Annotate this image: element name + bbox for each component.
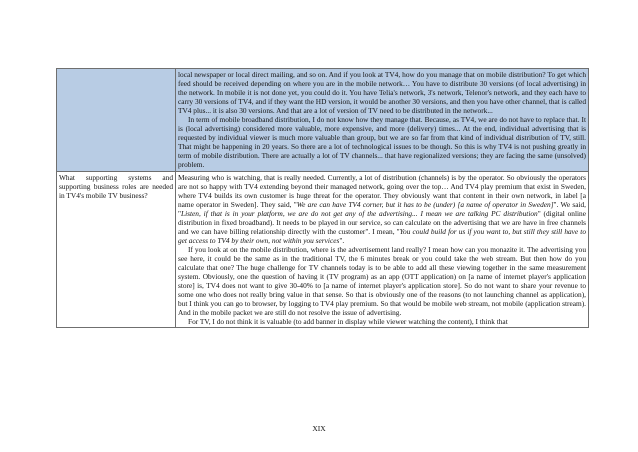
answer-paragraph: local newspaper or local direct mailing, and so on. And if you look at TV4, how do you manage that on mobile distribution? To get which feed should be received depending on where you are in the mobile network… You have to distribute 30 versions (of local advertising) in the network. In mobile it is not done yet, you could do it. You have Telia's network, 3's network, Telenor's network, and they each have to carry 30 versions of TV4, and if they want the HD version, it would be another 30 versions, and then you have other channel, that is called TV4 plus... it is also 30 versions. And that are a lot of version of TV need to be distributed in the network...: [178, 70, 586, 116]
answer-paragraph: If you look at on the mobile distribution, where is the advertisement land really? I mean how can you monazite it. The advertising you see here, it could be the same as in the traditional TV, the 6 minutes break or you could take the web stream. But then how do you calculate that one? The huge challenge for TV channels today is to be able to add all these viewing together in the same measurement system. Obviously, one the question of having it (TV program) as an app (OTT application) on [a name of internet player's application store] is, TV4 does not want to give 30-40% to [a name of internet player's application store]. So do not want to share your revenue to some one who does not really bring value in that sense. So that is obviously one of the reasons (to not launching channel as application), but I think you can go to browser, by logging to TV4 play premium. So that would be mobile web stream, not mobile (application stream). And in the mobile packet we are still do not resolve the issue of advertising.: [178, 244, 586, 318]
answer-paragraph: [178, 173, 586, 245]
question-cell: [57, 69, 176, 172]
answer-text: " (digital online distribution in fixed broadband). It needs to be played in our service, so can calculate on the advertising that we are have in free channels and we can have billing relationship directly with the customer". I mean, ": [178, 208, 586, 236]
answer-paragraph: For TV, I do not think it is valuable (to add banner in display while viewer watching the content), I think that: [188, 317, 508, 327]
answer-text: ". We said, ": [178, 199, 587, 218]
answer-cell: [176, 171, 589, 328]
answer-cell: [176, 69, 589, 172]
answer-text: Measuring who is watching, that is really needed. Currently, a lot of distribution (channels) is by the operator. So obviously the operators are not so happy with TV4 extending beyond their managed network, going over the top… And TV4 play premium that exist in Sweden, where TV4 builds its own customer is huge threat for the operator. They obviously want that content in their own network, in label [a name operator in Sweden]. They said, ": [178, 172, 586, 209]
page-number: XIX: [312, 424, 326, 433]
table-row: [57, 69, 589, 172]
answer-text: ".: [339, 235, 345, 245]
answer-quote: We are can have TV4 corner, but it has to be (under) [a name of operator in Sweden]: [296, 199, 554, 209]
table-row: [57, 171, 589, 328]
answer-quote: You could build for us if you want to, but still they still have to get access to TV4 by their own, not within you services: [178, 226, 586, 245]
interview-table: [56, 68, 589, 328]
question-cell: What supporting systems and supporting business roles are needed in TV4's mobile TV business?: [57, 171, 176, 328]
answer-quote: Listen, if that is in your platform, we are do not get any of the advertising... I mean we are talking PC distribution: [181, 208, 538, 218]
answer-paragraph: In term of mobile broadband distribution, I do not know how they manage that. Because, as TV4, we are do not have to replace that. It is (local advertising) considered more valuable, more expensive, and more (delivery) times... At the end, individual advertising that is requested by individual viewer is much more valuable than group, but we are so far from that kind of individual distribution of TV, still. That might be happening in 20 years. So there are a lot of technological issues to be though. So this is why TV4 is not pushing greatly in term of mobile distribution. There are actually a lot of TV channels... that have regionalized versions; they are facing the same (unsolved) problem.: [178, 115, 586, 170]
